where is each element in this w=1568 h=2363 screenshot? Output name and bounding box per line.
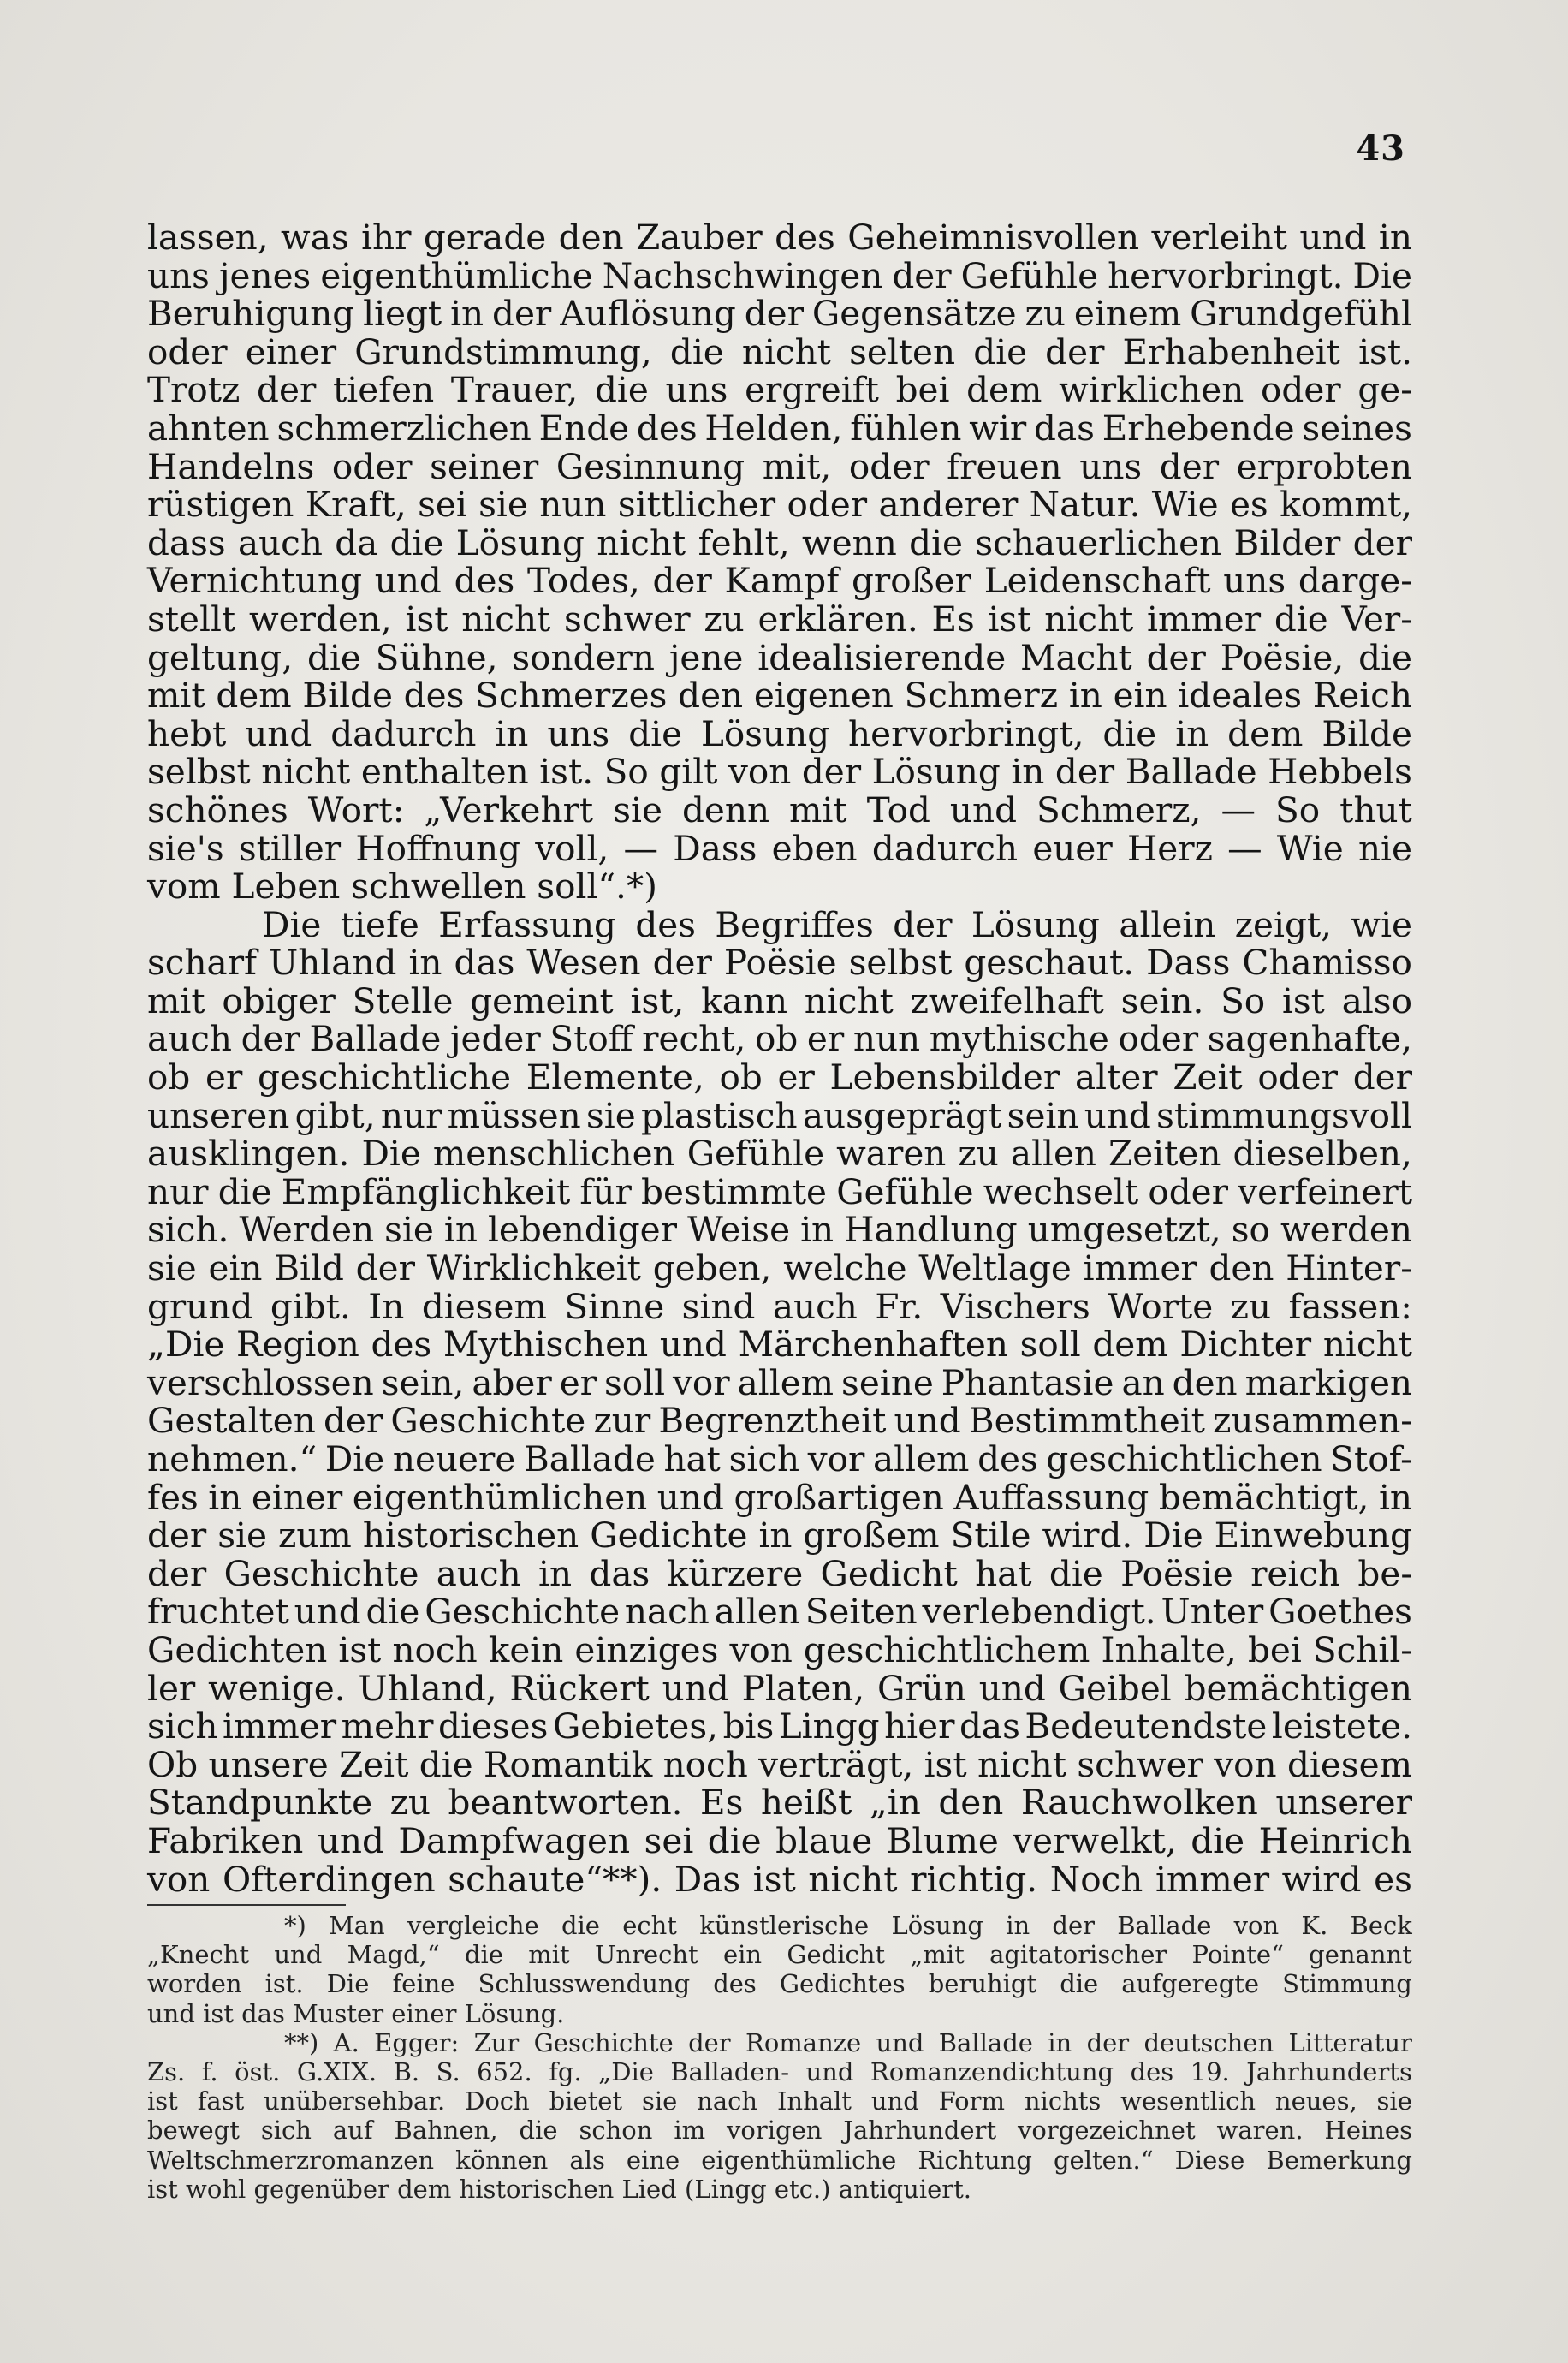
text-line: grund gibt. In diesem Sinne sind auch Fr. Vischers Worte zu fassen:	[147, 1285, 1412, 1327]
footnote-line: bewegt sich auf Bahnen, die schon im vorigen Jahrhundert vorgezeichnet waren. Heines	[147, 2116, 1412, 2146]
text-line: oder einer Grundstimmung, die nicht selten die der Erhabenheit ist.	[147, 330, 1412, 372]
text-line: rüstigen Kraft, sei sie nun sittlicher oder anderer Natur. Wie es kommt,	[147, 484, 1412, 526]
text-line: uns jenes eigenthümliche Nachschwingen der Gefühle hervorbringt. Die	[147, 254, 1412, 296]
text-line: fes in einer eigenthümlichen und großartigen Auffassung bemächtigt, in	[147, 1476, 1412, 1518]
text-line: scharf Uhland in das Wesen der Poësie selbst geschaut. Dass Chamisso	[147, 942, 1412, 984]
text-line: geltung, die Sühne, sondern jene idealisierende Macht der Poësie, die	[147, 636, 1412, 678]
text-line: Fabriken und Dampfwagen sei die blaue Blume verwelkt, die Heinrich	[147, 1819, 1412, 1861]
text-line: schönes Wort: „Verkehrt sie denn mit Tod und Schmerz, — So thut	[147, 789, 1412, 830]
footnote-line: ist fast unübersehbar. Doch bietet sie nach Inhalt und Form nichts wesentlich neues, sie	[147, 2086, 1412, 2116]
text-line: lassen, was ihr gerade den Zauber des Geheimnisvollen verleiht und in	[147, 217, 1412, 258]
body-text	[147, 218, 1412, 1898]
footnote-line: Zs. f. öst. G.XIX. B. S. 652. fg. „Die Balladen- und Romanzendichtung des 19. Jahrhunderts	[147, 2056, 1412, 2086]
text-line: auch der Ballade jeder Stoff recht, ob er nun mythische oder sagenhafte,	[147, 1018, 1412, 1060]
text-line: verschlossen sein, aber er soll vor allem seine Phantasie an den markigen	[147, 1361, 1412, 1403]
footnote-line: Weltschmerzromanzen können als eine eigenthümliche Richtung gelten.“ Diese Bemerkung	[147, 2145, 1412, 2175]
text-line: Gedichten ist noch kein einziges von geschichtlichem Inhalte, bei Schil-	[147, 1628, 1412, 1670]
text-line: selbst nicht enthalten ist. So gilt von der Lösung in der Ballade Hebbels	[147, 751, 1412, 793]
footnote-line: *) Man vergleiche die echt künstlerische Lösung in der Ballade von K. Beck	[284, 1911, 1412, 1940]
text-line: mit obiger Stelle gemeint ist, kann nicht zweifelhaft sein. So ist also	[147, 979, 1412, 1021]
text-line: Handelns oder seiner Gesinnung mit, oder freuen uns der erprobten	[147, 445, 1412, 487]
text-line: hebt und dadurch in uns die Lösung hervorbringt, die in dem Bilde	[147, 712, 1412, 754]
footnote-line: und ist das Muster einer Lösung.	[147, 1998, 565, 2028]
text-line: nehmen.“ Die neuere Ballade hat sich vor allem des geschichtlichen Stof-	[147, 1438, 1412, 1479]
text-line: fruchtet und die Geschichte nach allen Seiten verlebendigt. Unter Goethes	[147, 1591, 1412, 1633]
text-line: ahnten schmerzlichen Ende des Helden, fühlen wir das Erhebende seines	[147, 407, 1412, 449]
text-line: sie's stiller Hoffnung voll, — Dass eben dadurch euer Herz — Wie nie	[147, 827, 1412, 869]
text-line: Trotz der tiefen Trauer, die uns ergreift bei dem wirklichen oder ge-	[147, 369, 1412, 411]
text-line: sich. Werden sie in lebendiger Weise in Handlung umgesetzt, so werden	[147, 1209, 1412, 1251]
text-line: unseren gibt, nur müssen sie plastisch ausgeprägt sein und stimmungsvoll	[147, 1094, 1412, 1136]
text-line: Ob unsere Zeit die Romantik noch verträgt, ist nicht schwer von diesem	[147, 1743, 1412, 1785]
footnote-line: worden ist. Die feine Schlusswendung des Gedichtes beruhigt die aufgeregte Stimmung	[147, 1969, 1412, 1999]
footnote-line: „Knecht und Magd,“ die mit Unrecht ein Gedicht „mit agitatorischer Pointe“ genannt	[147, 1940, 1412, 1970]
text-line: Die tiefe Erfassung des Begriffes der Lösung allein zeigt, wie	[262, 903, 1412, 945]
text-line: stellt werden, ist nicht schwer zu erklären. Es ist nicht immer die Ver-	[147, 598, 1412, 640]
footnote-line: ist wohl gegenüber dem historischen Lied (Lingg etc.) antiquiert.	[147, 2174, 971, 2204]
text-line: ler wenige. Uhland, Rückert und Platen, Grün und Geibel bemächtigen	[147, 1667, 1412, 1709]
text-line: ob er geschichtliche Elemente, ob er Lebensbilder alter Zeit oder der	[147, 1057, 1412, 1098]
text-line: vom Leben schwellen soll“.*)	[147, 866, 657, 908]
footnotes	[147, 1911, 1412, 2204]
text-line: „Die Region des Mythischen und Märchenhaften soll dem Dichter nicht	[147, 1324, 1412, 1366]
text-line: Vernichtung und des Todes, der Kampf großer Leidenschaft uns darge-	[147, 560, 1412, 602]
text-line: ausklingen. Die menschlichen Gefühle waren zu allen Zeiten dieselben,	[147, 1133, 1412, 1175]
text-line: von Ofterdingen schaute“**). Das ist nicht richtig. Noch immer wird es	[147, 1858, 1412, 1900]
text-line: Standpunkte zu beantworten. Es heißt „in den Rauchwolken unserer	[147, 1782, 1412, 1824]
text-line: nur die Empfänglichkeit für bestimmte Gefühle wechselt oder verfeinert	[147, 1170, 1412, 1212]
footnote-line: **) A. Egger: Zur Geschichte der Romanze und Ballade in der deutschen Litteratur	[284, 2027, 1412, 2057]
text-line: der sie zum historischen Gedichte in großem Stile wird. Die Einwebung	[147, 1515, 1412, 1556]
footnote-rule	[147, 1904, 346, 1906]
text-line: mit dem Bilde des Schmerzes den eigenen Schmerz in ein ideales Reich	[147, 675, 1412, 717]
page-number: 43	[1356, 128, 1405, 169]
text-line: sich immer mehr dieses Gebietes, bis Lingg hier das Bedeutendste leistete.	[147, 1705, 1412, 1747]
text-line: sie ein Bild der Wirklichkeit geben, welche Weltlage immer den Hinter-	[147, 1247, 1412, 1289]
text-line: Gestalten der Geschichte zur Begrenztheit und Bestimmtheit zusammen-	[147, 1400, 1412, 1442]
text-line: Beruhigung liegt in der Auflösung der Gegensätze zu einem Grundgefühl	[147, 293, 1412, 335]
text-line: dass auch da die Lösung nicht fehlt, wenn die schauerlichen Bilder der	[147, 521, 1412, 563]
text-line: der Geschichte auch in das kürzere Gedicht hat die Poësie reich be-	[147, 1552, 1412, 1594]
